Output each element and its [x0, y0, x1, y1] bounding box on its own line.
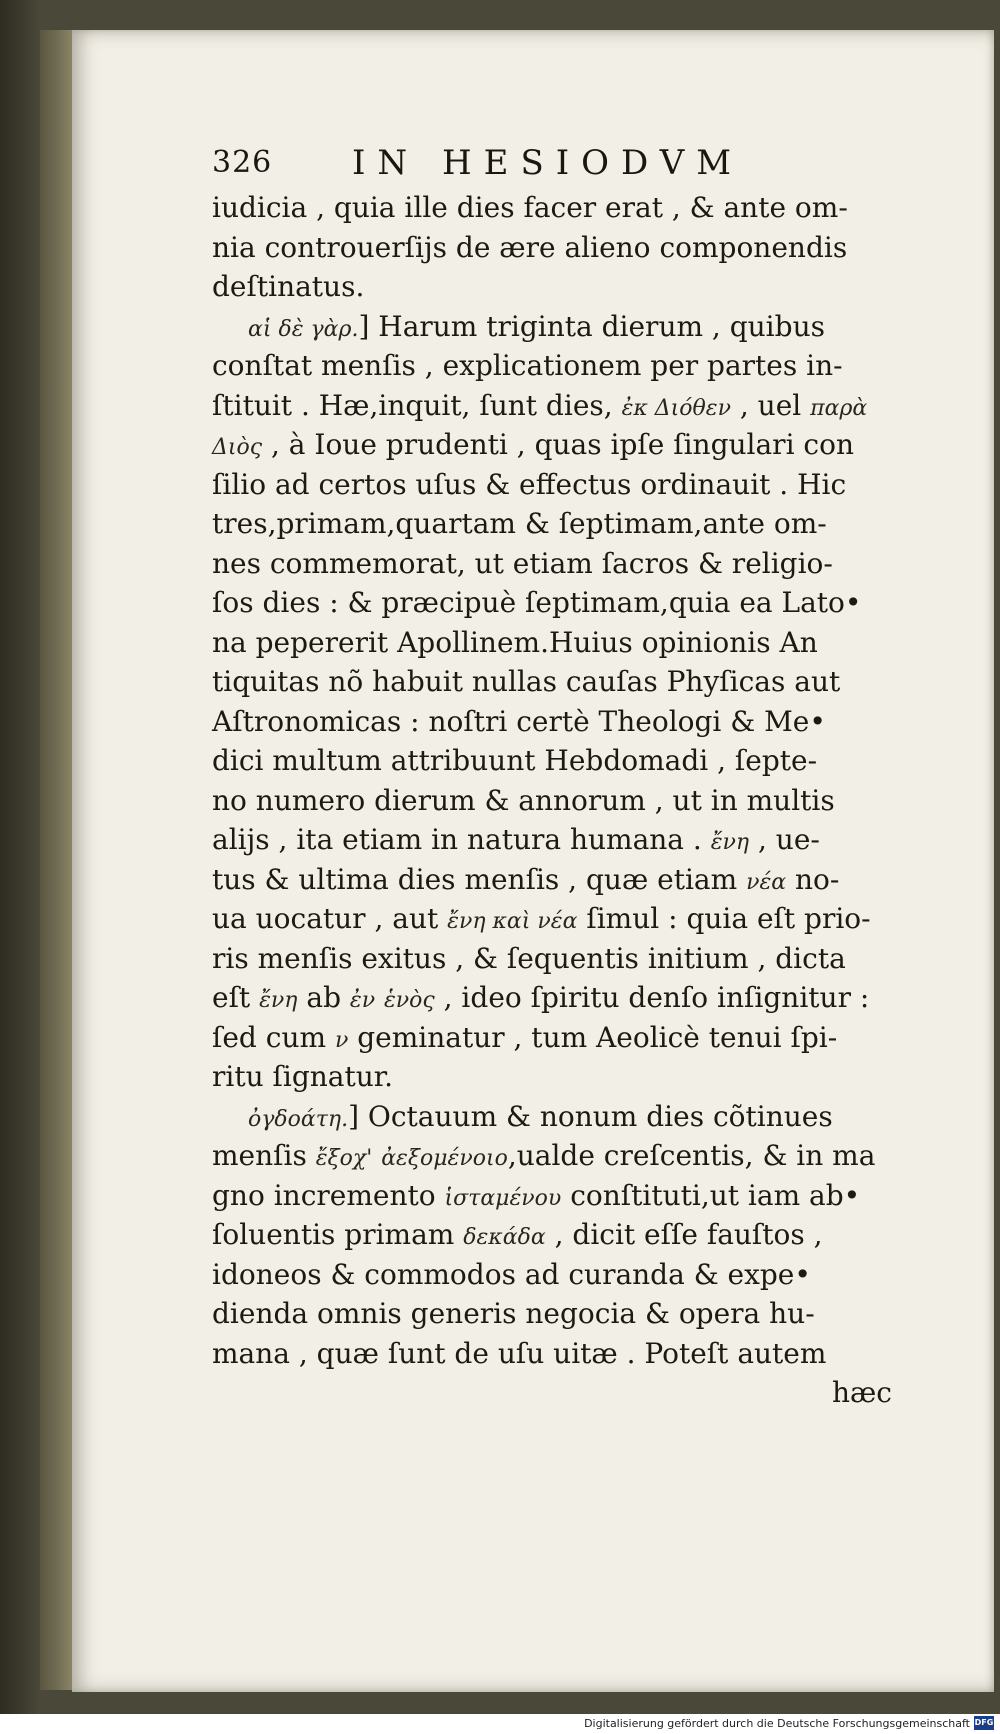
greek-term: ἐν [349, 988, 376, 1013]
text-run: hæc [831, 1376, 892, 1409]
text-run: ua uocatur , aut [212, 902, 448, 935]
text-run: alijs , ita etiam in natura humana . [212, 823, 711, 856]
book-spine [40, 30, 72, 1690]
text-run: , à Ioue prudenti , quas ipſe ſingulari con [262, 428, 854, 461]
text-line [212, 267, 892, 307]
text-run: ris menſis exitus , & ſequentis initium , dicta [212, 941, 846, 975]
text-run: na pepererit Apollinem.Huius opinionis An [212, 625, 818, 659]
text-line [212, 860, 892, 900]
text-run: ſtituit . Hæ,inquit, ſunt dies, [212, 388, 622, 422]
text-run: ſos dies : & præcipuè ſeptimam,quia ea Lato• [212, 586, 862, 619]
text-run: ] Octauum & nonum dies cõtinues [348, 1099, 833, 1133]
page-number: 326 [212, 145, 273, 180]
text-line [212, 1097, 892, 1137]
text-run: nes commemorat, ut etiam ſacros & religio- [212, 546, 833, 580]
text-line [212, 1018, 892, 1058]
greek-term: ἔνη [259, 988, 298, 1013]
text-line [212, 820, 892, 860]
text-line [212, 1255, 892, 1295]
text-line [212, 978, 892, 1018]
text-run: Aſtronomicas : noſtri certè Theologi & Me• [212, 704, 826, 738]
footer-credit: Digitalisierung gefördert durch die Deutsche Forschungsgemeinschaft [584, 1717, 970, 1730]
text-run [375, 981, 384, 1014]
text-run: , dicit eſſe fauſtos , [545, 1218, 823, 1251]
text-line [212, 188, 892, 228]
text-run: , uel [730, 388, 811, 422]
greek-term: νέα [746, 869, 787, 895]
greek-term: ἔνη καὶ νέα [447, 909, 578, 934]
text-line [212, 544, 892, 584]
text-run: dienda omnis generis negocia & opera hu- [212, 1297, 815, 1330]
text-line [212, 346, 892, 386]
text-run: ſimul : quia eſt prio- [577, 902, 871, 935]
text-run: conſtituti,ut iam ab• [561, 1178, 861, 1212]
text-run: no numero dierum & annorum , ut in multis [212, 783, 835, 817]
text-line [212, 741, 892, 781]
text-run: tus & ultima dies menſis , quæ etiam [212, 862, 747, 896]
text-line [212, 583, 892, 623]
text-run: deſtinatus. [212, 270, 365, 303]
text-line [212, 1136, 892, 1176]
text-line [212, 386, 892, 426]
text-run: ,ualde creſcentis, & in ma [507, 1139, 876, 1172]
text-run: menſis [212, 1139, 316, 1172]
text-run: eſt [212, 981, 260, 1014]
greek-term: ὀγδοάτη. [248, 1106, 349, 1132]
greek-term: ἱσταμένου [444, 1185, 562, 1211]
dfg-logo: DFG [974, 1716, 994, 1730]
greek-term: ἑνὸς [383, 988, 435, 1013]
text-line [212, 939, 892, 979]
greek-term: ἀεξομένοιο [381, 1146, 508, 1171]
greek-term: αἱ δὲ γὰρ. [248, 316, 359, 342]
greek-term: Διὸς [212, 435, 263, 460]
text-run: nia controuerſijs de ære alieno componendis [212, 230, 848, 264]
text-run: iudicia , quia ille dies facer erat , & ante om- [212, 191, 848, 224]
text-run: geminatur , tum Aeolicè tenui ſpi- [348, 1020, 838, 1054]
text-run: ritu ſignatur. [212, 1060, 393, 1093]
page-header [212, 145, 872, 185]
text-line [212, 504, 892, 544]
text-line [212, 702, 892, 742]
text-line [212, 899, 892, 939]
text-line [212, 465, 892, 505]
text-run: ab [297, 981, 350, 1014]
text-line [212, 425, 892, 465]
text-run: gno incremento [212, 1178, 445, 1212]
text-run [372, 1139, 381, 1172]
text-line [212, 1334, 892, 1374]
text-line [212, 1373, 892, 1413]
text-run: conſtat menſis , explicationem per partes in- [212, 349, 843, 382]
text-line [212, 662, 892, 702]
body-text [212, 188, 892, 1413]
text-run: tiquitas nõ habuit nullas cauſas Phyſicas aut [212, 665, 841, 698]
text-run: idoneos & commodos ad curanda & expe• [212, 1257, 811, 1291]
text-line [212, 307, 892, 347]
greek-term: ἔνη [710, 830, 750, 855]
text-line [212, 1057, 892, 1097]
greek-term: ν [334, 1027, 349, 1053]
scan-left-shadow [0, 0, 40, 1714]
greek-term: ἐκ Διόθεν [621, 395, 731, 421]
text-run: , ue- [749, 823, 820, 856]
text-line [212, 1215, 892, 1255]
text-line [212, 228, 892, 268]
text-line [212, 1176, 892, 1216]
text-run: mana , quæ ſunt de uſu uitæ . Poteſt autem [212, 1336, 827, 1370]
text-line [212, 1294, 892, 1334]
greek-term: ἔξοχ' [315, 1146, 373, 1171]
text-line [212, 781, 892, 821]
text-line [212, 623, 892, 663]
text-run: dici multum attribuunt Hebdomadi , ſepte- [212, 744, 818, 777]
text-run: ] Harum triginta dierum , quibus [358, 309, 825, 343]
text-run: ſed cum [212, 1020, 335, 1054]
text-run: , ideo ſpiritu denſo inſignitur : [434, 981, 870, 1014]
text-run: ſoluentis primam [212, 1218, 464, 1251]
running-title: IN HESIODVM [352, 143, 744, 183]
text-run: tres,primam,quartam & ſeptimam,ante om- [212, 507, 827, 540]
greek-term: δεκάδα [463, 1225, 546, 1250]
text-run: ſilio ad certos uſus & effectus ordinauit . Hic [212, 467, 847, 501]
greek-term: παρὰ [810, 395, 868, 421]
text-run: no- [786, 862, 840, 896]
